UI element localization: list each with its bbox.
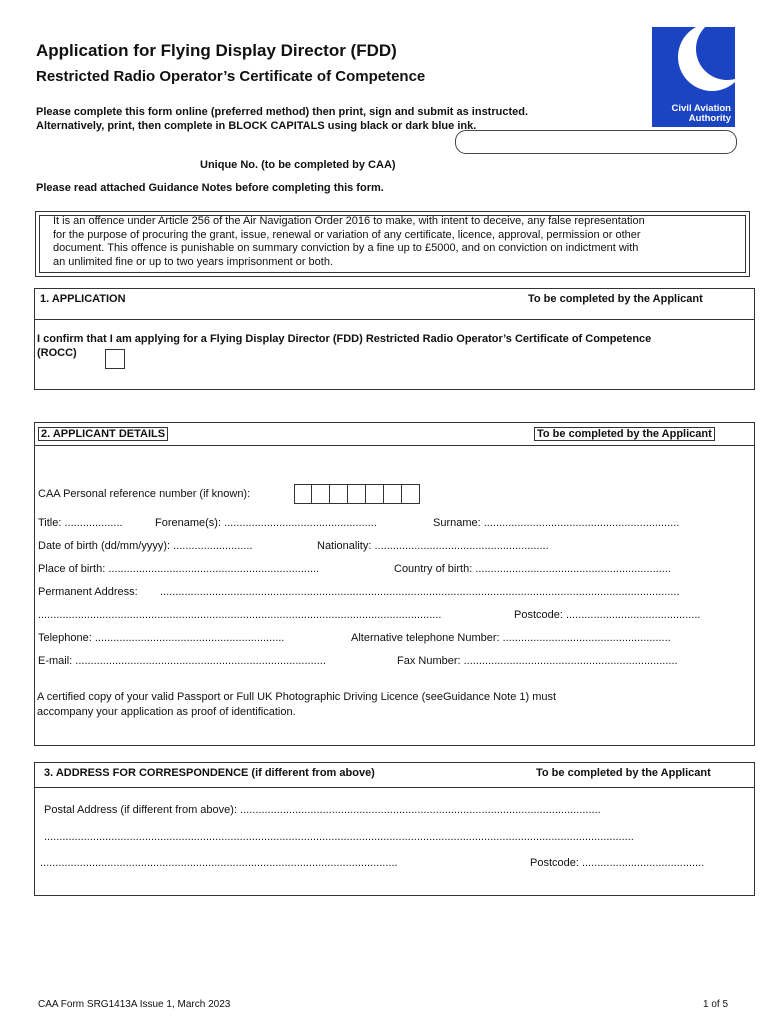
postal-address-line2-field[interactable]: ................................................................................................................................................................................................. — [44, 831, 634, 843]
forename-field[interactable]: Forename(s): .................................................. — [155, 517, 377, 529]
form-subtitle: Restricted Radio Operator’s Certificate of Competence — [36, 68, 426, 85]
surname-field[interactable]: Surname: ................................................................ — [433, 517, 680, 529]
guidance-notice: Please read attached Guidance Notes before completing this form. — [36, 182, 384, 194]
section-correspondence — [34, 762, 755, 896]
confirm-statement-line1: I confirm that I am applying for a Flying Display Director (FDD) Restricted Radio Operator’s Certificate of Competence — [37, 333, 652, 345]
unique-no-label: Unique No. (to be completed by CAA) — [200, 159, 396, 171]
section-applicant-details-heading: 2. APPLICANT DETAILS — [38, 427, 168, 441]
section-applicant-details-note: To be completed by the Applicant — [534, 427, 715, 441]
page-number: 1 of 5 — [703, 999, 729, 1010]
fax-field[interactable]: Fax Number: ...................................................................... — [397, 655, 678, 667]
unique-no-field[interactable] — [455, 130, 737, 154]
warning-line-1: It is an offence under Article 256 of the Air Navigation Order 2016 to make, with intent to deceive, any false representation — [53, 215, 645, 227]
email-field[interactable]: E-mail: .................................................................................. — [38, 655, 326, 667]
logo-text-line2: Authority — [688, 113, 731, 124]
id-note-line2: accompany your application as proof of identification. — [37, 706, 296, 718]
intro-line-1: Please complete this form online (preferred method) then print, sign and submit as instructed. — [36, 106, 529, 118]
caa-ref-label: CAA Personal reference number (if known): — [38, 488, 251, 500]
intro-line-2: Alternatively, print, then complete in BLOCK CAPITALS using black or dark blue ink. — [36, 120, 477, 132]
warning-line-3: document. This offence is punishable on summary conviction by a fine up to £5000, and on conviction on indictment with — [53, 242, 639, 254]
permanent-address-field[interactable]: .......................................................................................................................................................................... — [160, 586, 680, 598]
section-application-divider — [34, 319, 754, 320]
offence-warning-box — [35, 211, 750, 277]
section-correspondence-note: To be completed by the Applicant — [536, 767, 711, 779]
address-line2-field[interactable]: .................................................................................................................................... — [38, 609, 442, 621]
title-field[interactable]: Title: ................... — [38, 517, 123, 529]
logo-text-line1: Civil Aviation — [671, 103, 731, 114]
section-correspondence-heading: 3. ADDRESS FOR CORRESPONDENCE (if different from above) — [44, 767, 375, 779]
rocc-checkbox[interactable] — [105, 349, 125, 369]
section-applicant-details-divider — [34, 445, 754, 446]
alt-telephone-field[interactable]: Alternative telephone Number: ....................................................... — [351, 632, 671, 644]
section-application-heading: 1. APPLICATION — [40, 293, 126, 305]
section-application-note: To be completed by the Applicant — [528, 293, 703, 305]
section-correspondence-divider — [34, 787, 754, 788]
postcode-field[interactable]: Postcode: ............................................ — [514, 609, 701, 621]
permanent-address-label: Permanent Address: — [38, 586, 138, 598]
caa-ref-input-boxes[interactable] — [294, 484, 420, 504]
telephone-field[interactable]: Telephone: .............................................................. — [38, 632, 285, 644]
warning-line-4: an unlimited fine or up to two years imprisonment or both. — [53, 255, 334, 268]
confirm-statement-line2: (ROCC) — [37, 347, 77, 359]
form-reference: CAA Form SRG1413A Issue 1, March 2023 — [38, 999, 231, 1010]
caa-logo — [652, 27, 735, 127]
country-of-birth-field[interactable]: Country of birth: ................................................................ — [394, 563, 671, 575]
warning-line-2: for the purpose of procuring the grant, issue, renewal or variation of any certificate, licence, approval, permission or other — [53, 228, 641, 241]
dob-field[interactable]: Date of birth (dd/mm/yyyy): .......................... — [38, 540, 253, 552]
nationality-field[interactable]: Nationality: ......................................................... — [317, 540, 549, 552]
postal-address-line3-field[interactable]: ..................................................................................................................... — [40, 857, 398, 869]
postal-address-field[interactable]: Postal Address (if different from above): ...................................................................................................................... — [44, 804, 601, 816]
place-of-birth-field[interactable]: Place of birth: ..................................................................... — [38, 563, 320, 575]
id-note-line1: A certified copy of your valid Passport or Full UK Photographic Driving Licence (seeGuidance Note 1) must — [37, 691, 557, 703]
postal-postcode-field[interactable]: Postcode: ........................................ — [530, 857, 705, 869]
form-title: Application for Flying Display Director (FDD) — [36, 41, 397, 60]
